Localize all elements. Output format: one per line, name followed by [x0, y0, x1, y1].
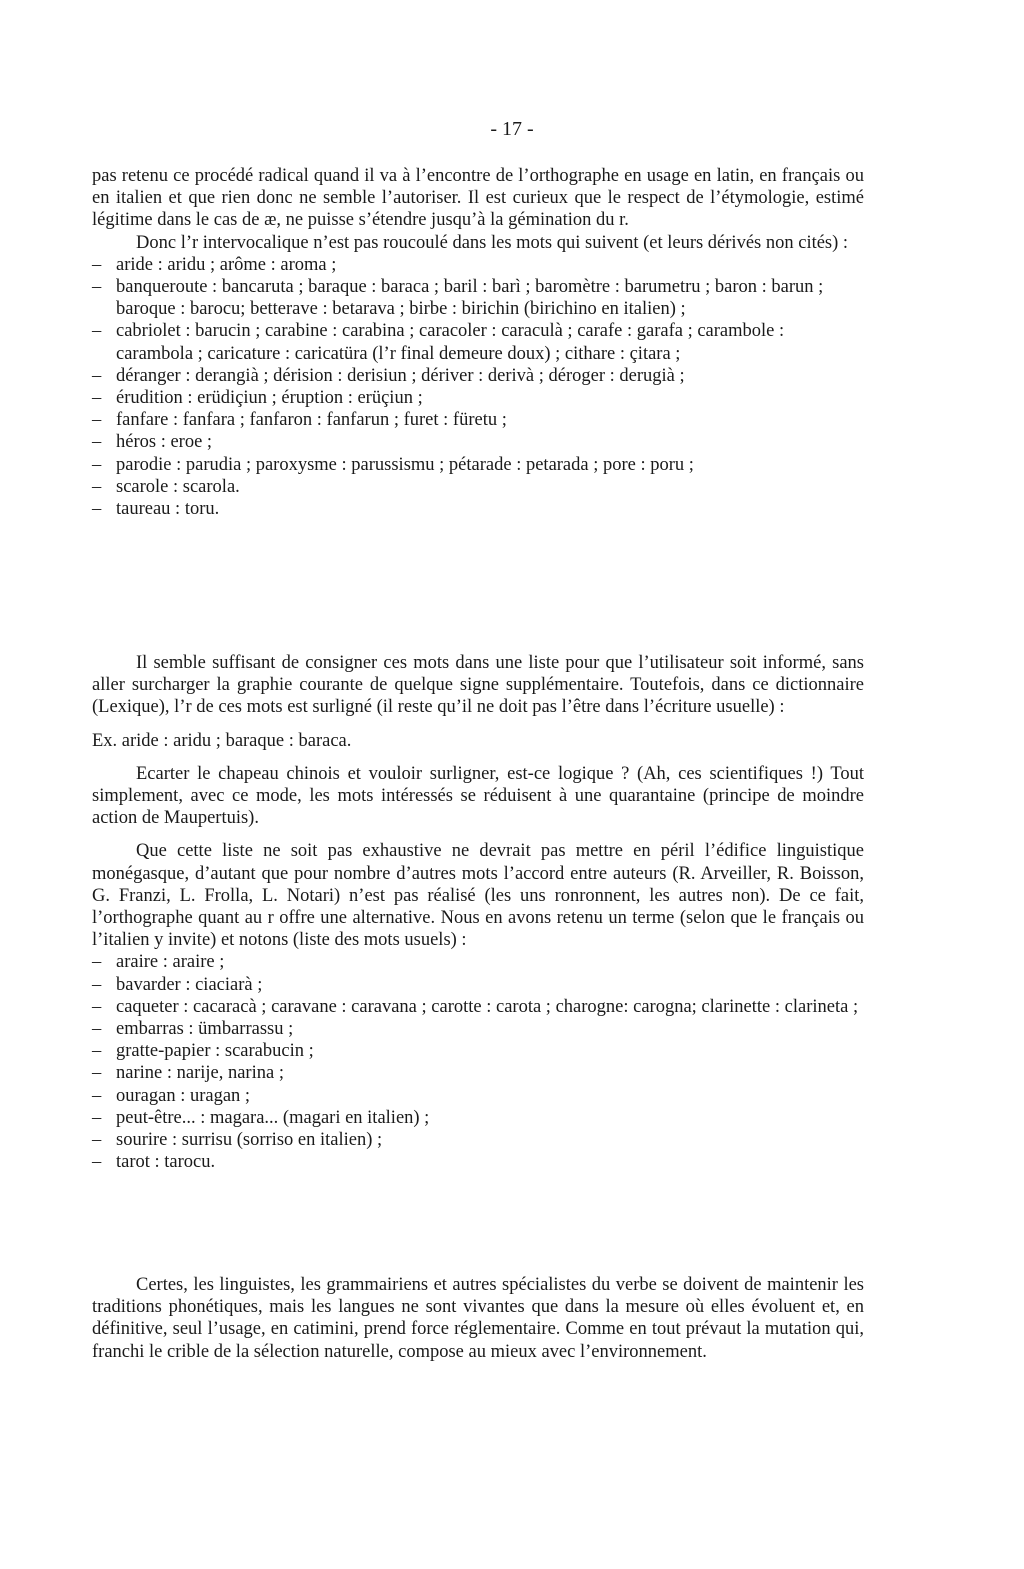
- list-item: – araire : araire ;: [92, 952, 225, 973]
- word-list-soft-r: [92, 254, 864, 520]
- list-item: – cabriolet : barucin ; carabine : carabina ; caracoler : caraculà ; carafe : garafa ; carambole : carambola ; caricature : caricatüra (l’r final demeure doux) ; cithare : çitara ;: [92, 321, 785, 364]
- text-block-3: [92, 1274, 864, 1363]
- list-item: – tarot : tarocu.: [92, 1152, 216, 1173]
- word-list-usual: [92, 951, 864, 1173]
- paragraph-intro: pas retenu ce procédé radical quand il va à l’encontre de l’orthographe en usage en latin, en français ou en italien et que rien donc ne semble l’autoriser. Il est curieux que le respect de l’étymologie, estimé légitime dans le cas de æ, ne puisse s’étendre jusqu’à la gémination du r.: [92, 166, 864, 231]
- list-item: – érudition : erüdiçiun ; éruption : erüçiun ;: [92, 388, 423, 409]
- list-item: – gratte-papier : scarabucin ;: [92, 1041, 314, 1062]
- list-item: – fanfare : fanfara ; fanfaron : fanfarun ; furet : füretu ;: [92, 410, 507, 431]
- list-item: – héros : eroe ;: [92, 432, 213, 453]
- paragraph-liste: Que cette liste ne soit pas exhaustive ne devrait pas mettre en péril l’édifice linguistique monégasque, d’autant que pour nombre d’autres mots l’accord entre auteurs (R. Arveiller, R. Boisson, G. Franzi, L. Frolla, L. Notari) n’est pas réalisé (les uns ronronnent, les autres non). De ce fait, l’orthographe quant au r offre une alternative. Nous en avons retenu un terme (selon que le français ou l’italien y invite) et notons (liste des mots usuels) :: [92, 841, 864, 951]
- paragraph-list-intro: Donc l’r intervocalique n’est pas roucoulé dans les mots qui suivent (et leurs dérivés non cités) :: [136, 232, 849, 253]
- list-item: – taureau : toru.: [92, 499, 220, 520]
- list-item: – ouragan : uragan ;: [92, 1085, 251, 1106]
- example-line: Ex. aride : aridu ; baraque : baraca.: [92, 730, 352, 751]
- list-item: – embarras : ümbarrassu ;: [92, 1019, 294, 1040]
- list-item: – sourire : surrisu (sorriso en italien) ;: [92, 1130, 383, 1151]
- list-item: – parodie : parudia ; paroxysme : parussismu ; pétarade : petarada ; pore : poru ;: [92, 454, 694, 475]
- paragraph-conclusion: Certes, les linguistes, les grammairiens et autres spécialistes du verbe se doivent de maintenir les traditions phonétiques, mais les langues ne sont vivantes que dans la mesure où elles évoluent et, en définitive, seul l’usage, en catimini, prend force réglementaire. Comme en tout prévaut la mutation qui, franchi le crible de la sélection naturelle, compose au mieux avec l’environnement.: [92, 1275, 864, 1362]
- page-number: - 17 -: [490, 118, 534, 140]
- list-item: – narine : narije, narina ;: [92, 1063, 284, 1084]
- list-item: – banqueroute : bancaruta ; baraque : baraca ; baril : barì ; baromètre : barumetru ; baron : barun ; baroque : barocu; betterave : betarava ; birbe : birichin (birichino en italien) ;: [92, 277, 824, 320]
- list-item: – aride : aridu ; arôme : aroma ;: [92, 254, 337, 275]
- list-item: – scarole : scarola.: [92, 476, 240, 497]
- list-item: – bavarder : ciaciarà ;: [92, 974, 263, 995]
- list-item: – caqueter : cacaracà ; caravane : caravana ; carotte : carota ; charogne: carogna; clarinette : clarineta ;: [92, 996, 859, 1017]
- text-block-2: [92, 652, 864, 1173]
- list-item: – déranger : derangià ; dérision : derisiun ; dériver : derivà ; déroger : derugià ;: [92, 365, 685, 386]
- text-block-1: [92, 165, 864, 520]
- paragraph-chapeau: Ecarter le chapeau chinois et vouloir surligner, est-ce logique ? (Ah, ces scientifiques !) Tout simplement, avec ce mode, les mots intéressés se réduisent à une quarantaine (principe de moindre action de Maupertuis).: [92, 763, 864, 829]
- list-item: – peut-être... : magara... (magari en italien) ;: [92, 1107, 430, 1128]
- paragraph-lexique: Il semble suffisant de consigner ces mots dans une liste pour que l’utilisateur soit informé, sans aller surcharger la graphie courante de quelque signe supplémentaire. Toutefois, dans ce dictionnaire (Lexique), l’r de ces mots est surligné (il reste qu’il ne doit pas l’être dans l’écriture usuelle) :: [92, 653, 864, 718]
